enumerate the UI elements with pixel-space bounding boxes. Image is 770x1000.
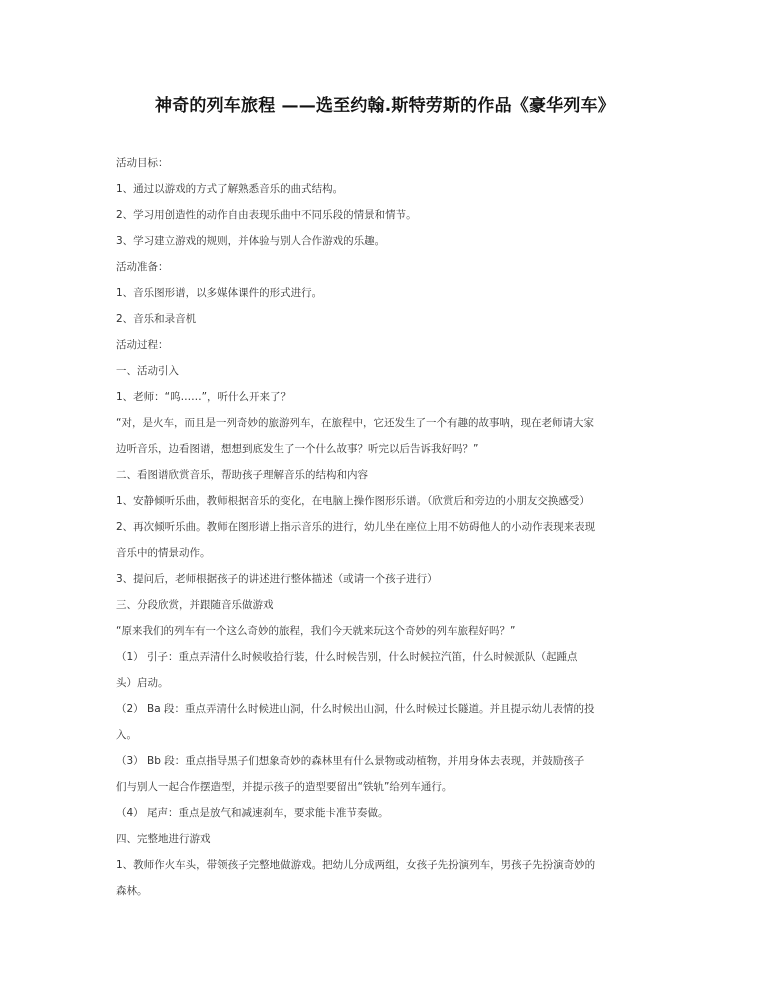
- section-4-line-1: （4） 尾声：重点是放气和减速刹车，要求能卡准节奏做。: [116, 807, 389, 819]
- process-heading-3: 三、分段欣赏，并跟随音乐做游戏: [116, 599, 274, 611]
- process-step-1-1: 1、老师：“呜……”，听什么开来了？: [116, 391, 292, 403]
- goal-item-2: 2、学习用创造性的动作自由表现乐曲中不同乐段的情景和情节。: [116, 209, 417, 221]
- section-2-line-1: （2） Ba 段：重点弄清什么时候进山洞，什么时候出山洞，什么时候过长隧道。并且提示幼儿表情的投: [116, 703, 595, 715]
- preparation-item-1: 1、音乐图形谱，以多媒体课件的形式进行。: [116, 287, 323, 299]
- section-1-line-1: （1） 引子：重点弄清什么时候收拾行装，什么时候告别，什么时候拉汽笛，什么时候派队（起踵点: [116, 651, 578, 663]
- section-label-process: 活动过程：: [116, 339, 169, 351]
- section-3-line-2: 们与别人一起合作摆造型，并提示孩子的造型要留出“铁轨”给列车通行。: [116, 781, 453, 793]
- section-label-preparation: 活动准备：: [116, 261, 169, 273]
- preparation-item-2: 2、音乐和录音机: [116, 313, 197, 325]
- process-step-4-1-line-2: 森林。: [116, 885, 148, 897]
- process-heading-4: 四、完整地进行游戏: [116, 833, 211, 845]
- quote-paragraph-line-1: “对，是火车，而且是一列奇妙的旅游列车，在旅程中，它还发生了一个有趣的故事呐，现在老师请大家: [116, 417, 594, 429]
- document-title: 神奇的列车旅程 ——选至约翰.斯特劳斯的作品《豪华列车》: [155, 96, 615, 116]
- section-3-line-1: （3） Bb 段：重点指导黑子们想象奇妙的森林里有什么景物或动植物，并用身体去表现，并鼓励孩子: [116, 755, 585, 767]
- goal-item-3: 3、学习建立游戏的规则，并体验与别人合作游戏的乐趣。: [116, 235, 386, 247]
- process-step-2-2-line-1: 2、再次倾听乐曲。教师在图形谱上指示音乐的进行，幼儿坐在座位上用不妨碍他人的小动作表现来表现: [116, 521, 596, 533]
- section-label-goals: 活动目标：: [116, 157, 169, 169]
- process-heading-2: 二、看图谱欣赏音乐，帮助孩子理解音乐的结构和内容: [116, 469, 368, 481]
- quote-paragraph-line-2: 边听音乐，边看图谱，想想到底发生了一个什么故事？听完以后告诉我好吗？”: [116, 443, 479, 455]
- quote-paragraph-2: “原来我们的列车有一个这么奇妙的旅程，我们今天就来玩这个奇妙的列车旅程好吗？”: [116, 625, 516, 637]
- section-1-line-2: 头）启动。: [116, 677, 169, 689]
- section-2-line-2: 入。: [116, 729, 137, 741]
- process-step-2-1: 1、安静倾听乐曲，教师根据音乐的变化，在电脑上操作图形乐谱。（欣赏后和旁边的小朋友交换感受）: [116, 495, 590, 507]
- process-step-2-3: 3、提问后，老师根据孩子的讲述进行整体描述（或请一个孩子进行）: [116, 573, 438, 585]
- process-heading-1: 一、活动引入: [116, 365, 179, 377]
- process-step-4-1-line-1: 1、教师作火车头，带领孩子完整地做游戏。把幼儿分成两组，女孩子先扮演列车，男孩子先扮演奇妙的: [116, 859, 596, 871]
- goal-item-1: 1、通过以游戏的方式了解熟悉音乐的曲式结构。: [116, 183, 344, 195]
- process-step-2-2-line-2: 音乐中的情景动作。: [116, 547, 211, 559]
- document-body: [116, 150, 656, 904]
